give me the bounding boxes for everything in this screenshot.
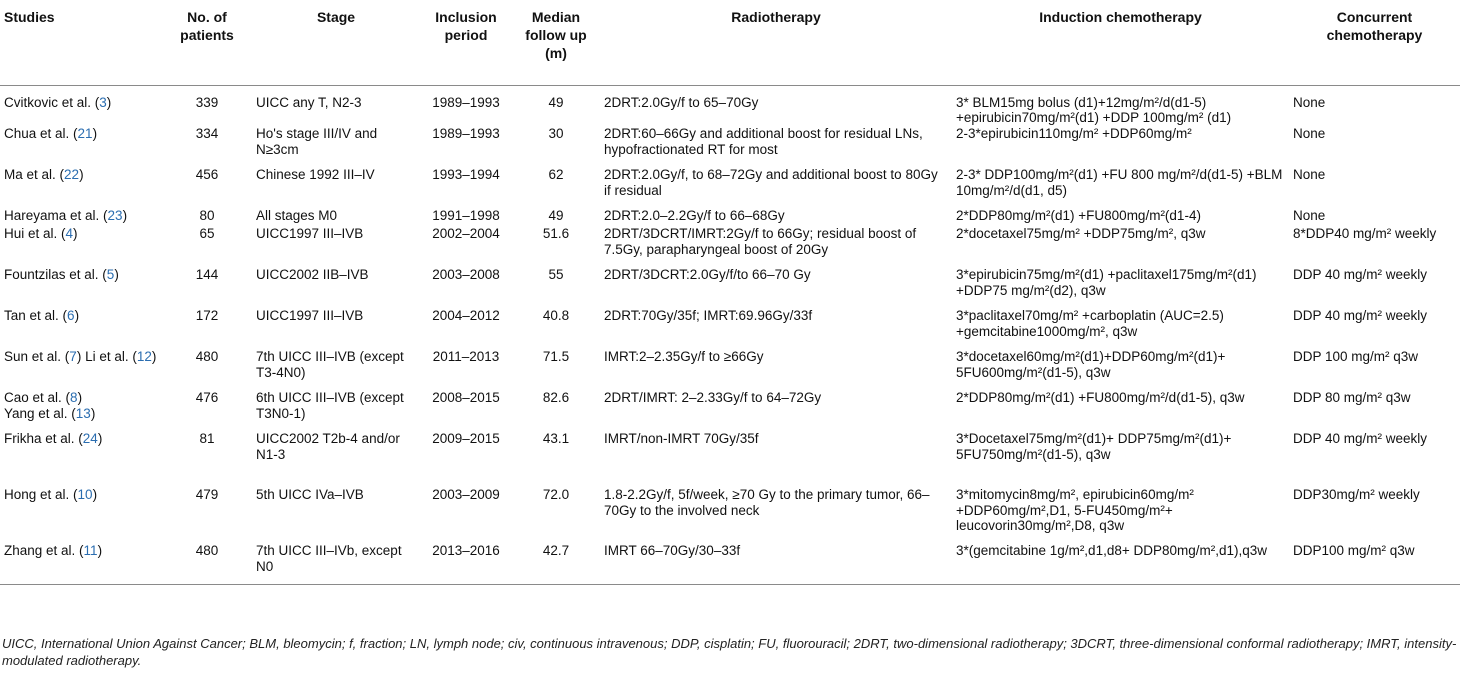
concurrent-text: None — [1293, 94, 1326, 110]
study-citation: 4 — [65, 226, 74, 241]
stage-text: UICC1997 III–IVB — [256, 226, 364, 241]
cell-stage — [252, 208, 420, 226]
inclusion-period: 2009–2015 — [432, 431, 500, 446]
cell-patients — [162, 349, 252, 390]
radiotherapy-text: 2DRT:2.0Gy/f, to 68–72Gy and additional boost to 80Gy if residual — [604, 167, 938, 198]
cell-radiotherapy — [600, 226, 952, 267]
follow-up-months: 82.6 — [542, 390, 570, 405]
cell-concurrent-chemotherapy — [1289, 487, 1460, 543]
cell-concurrent-chemotherapy — [1289, 208, 1460, 226]
concurrent-text: None — [1293, 126, 1326, 141]
inclusion-period: 2003–2008 — [432, 267, 500, 282]
cell-concurrent-chemotherapy — [1289, 126, 1460, 167]
follow-up-months: 51.6 — [542, 226, 570, 241]
cell-concurrent-chemotherapy — [1289, 308, 1460, 349]
study-name: Tan et al. — [4, 308, 59, 323]
induction-text: 3* BLM15mg bolus (d1)+12mg/m²/d(d1-5) +epirubicin70mg/m²(d1) +DDP 100mg/m² (d1) — [956, 94, 1232, 125]
cell-study: Cao et al. (8) Yang et al. (13) — [4, 390, 96, 421]
patient-count: 144 — [195, 267, 219, 282]
induction-text: 3*mitomycin8mg/m², epirubicin60mg/m² +DDP60mg/m²,D1, 5-FU450mg/m²+ leucovorin30mg/m²,D8, q3w — [956, 487, 1194, 533]
cell-concurrent-chemotherapy — [1289, 543, 1460, 584]
concurrent-text: DDP 40 mg/m² weekly — [1293, 431, 1428, 446]
patient-count: 80 — [199, 208, 215, 223]
radiotherapy-text: IMRT:2–2.35Gy/f to ≥66Gy — [604, 349, 764, 364]
cell-follow-up — [512, 349, 600, 390]
header-induction-chemotherapy: Induction chemotherapy — [952, 0, 1289, 85]
concurrent-text: None — [1293, 208, 1326, 223]
induction-text: 3*(gemcitabine 1g/m²,d1,d8+ DDP80mg/m²,d1),q3w — [956, 543, 1268, 558]
induction-text: 3*epirubicin75mg/m²(d1) +paclitaxel175mg/m²(d1) +DDP75 mg/m²(d2), q3w — [956, 267, 1257, 298]
concurrent-text: DDP 100 mg/m² q3w — [1293, 349, 1419, 364]
study-name: Frikha et al. — [4, 431, 75, 446]
inclusion-period: 1993–1994 — [432, 167, 500, 182]
study-citation: 3 — [99, 94, 107, 110]
study-name-secondary: Li et al. — [85, 349, 129, 364]
inclusion-period: 2004–2012 — [432, 308, 500, 323]
inclusion-period: 1989–1993 — [432, 126, 500, 141]
cell-study: Chua et al. (21) — [4, 126, 98, 141]
cell-stage — [252, 543, 420, 584]
concurrent-text: DDP30mg/m² weekly — [1293, 487, 1420, 502]
inclusion-period: 2002–2004 — [432, 226, 500, 241]
cell-follow-up — [512, 208, 600, 226]
patient-count: 476 — [195, 390, 219, 405]
radiotherapy-text: 2DRT:2.0Gy/f to 65–70Gy — [604, 94, 759, 110]
cell-patients — [162, 208, 252, 226]
cell-induction-chemotherapy — [952, 208, 1289, 226]
cell-induction-chemotherapy — [952, 349, 1289, 390]
cell-stage — [252, 126, 420, 167]
cell-inclusion-period — [420, 487, 512, 543]
cell-induction-chemotherapy — [952, 126, 1289, 167]
radiotherapy-text: 2DRT/IMRT: 2–2.33Gy/f to 64–72Gy — [604, 390, 822, 405]
radiotherapy-text: IMRT 66–70Gy/30–33f — [604, 543, 741, 558]
study-name: Fountzilas et al. — [4, 267, 99, 282]
table-row — [0, 431, 1460, 487]
induction-text: 2*docetaxel75mg/m² +DDP75mg/m², q3w — [956, 226, 1206, 241]
cell-induction-chemotherapy — [952, 390, 1289, 431]
header-radiotherapy: Radiotherapy — [600, 0, 952, 85]
cell-stage — [252, 85, 420, 126]
cell-follow-up — [512, 85, 600, 126]
cell-study: Hui et al. (4) — [4, 226, 78, 241]
induction-text: 2-3* DDP100mg/m²(d1) +FU 800 mg/m²/d(d1-5) +BLM 10mg/m²/d(d1, d5) — [956, 167, 1283, 198]
cell-radiotherapy — [600, 487, 952, 543]
radiotherapy-text: 2DRT:60–66Gy and additional boost for residual LNs, hypofractionated RT for most — [604, 126, 923, 157]
concurrent-text: DDP100 mg/m² q3w — [1293, 543, 1415, 558]
cell-patients — [162, 126, 252, 167]
stage-text: UICC2002 IIB–IVB — [256, 267, 369, 282]
stage-text: All stages M0 — [256, 208, 338, 223]
patient-count: 480 — [195, 349, 219, 364]
table-row — [0, 349, 1460, 390]
cell-patients — [162, 543, 252, 584]
table-row — [0, 167, 1460, 208]
study-citation: 24 — [82, 431, 98, 446]
header-concurrent-chemotherapy: Concurrent chemotherapy — [1289, 0, 1460, 85]
cell-radiotherapy — [600, 308, 952, 349]
header-studies: Studies — [0, 0, 162, 85]
table-row — [0, 390, 1460, 431]
inclusion-period: 1989–1993 — [432, 94, 500, 110]
follow-up-months: 72.0 — [542, 487, 570, 502]
study-citation: 6 — [67, 308, 75, 323]
cell-inclusion-period — [420, 349, 512, 390]
stage-text: 5th UICC IVa–IVB — [256, 487, 364, 502]
concurrent-text: DDP 80 mg/m² q3w — [1293, 390, 1411, 405]
stage-text: 7th UICC III–IVb, except N0 — [256, 543, 402, 574]
cell-concurrent-chemotherapy — [1289, 226, 1460, 267]
header-inclusion-period: Inclusion period — [420, 0, 512, 85]
cell-induction-chemotherapy — [952, 226, 1289, 267]
study-name: Sun et al. — [4, 349, 62, 364]
cell-follow-up — [512, 431, 600, 487]
cell-radiotherapy — [600, 431, 952, 487]
cell-radiotherapy — [600, 543, 952, 584]
cell-study: Cvitkovic et al. (3) — [4, 94, 112, 110]
study-citation: 8 — [70, 390, 78, 405]
radiotherapy-text: 2DRT:70Gy/35f; IMRT:69.96Gy/33f — [604, 308, 813, 323]
cell-concurrent-chemotherapy — [1289, 167, 1460, 208]
cell-induction-chemotherapy — [952, 85, 1289, 126]
header-row — [0, 0, 1460, 85]
cell-stage — [252, 226, 420, 267]
table-row — [0, 208, 1460, 226]
cell-patients — [162, 267, 252, 308]
stage-text: 7th UICC III–IVB (except T3-4N0) — [256, 349, 404, 380]
inclusion-period: 2003–2009 — [432, 487, 500, 502]
cell-study: Zhang et al. (11) — [0, 543, 162, 584]
induction-text: 3*paclitaxel70mg/m² +carboplatin (AUC=2.5) +gemcitabine1000mg/m², q3w — [956, 308, 1224, 339]
table-footnote: UICC, International Union Against Cancer; BLM, bleomycin; f, fraction; LN, lymph node; civ, continuous intravenous; DDP, cisplatin; FU, fluorouracil; 2DRT, two-dimensional radiotherapy; 3DCRT, three-dimensional conformal radiotherapy; IMRT, intensity-modulated radiotherapy. — [2, 636, 1457, 668]
cell-stage — [252, 487, 420, 543]
concurrent-text: 8*DDP40 mg/m² weekly — [1293, 226, 1437, 241]
radiotherapy-text: 2DRT/3DCRT/IMRT:2Gy/f to 66Gy; residual boost of 7.5Gy, parapharyngeal boost of 20Gy — [604, 226, 917, 257]
cell-inclusion-period — [420, 543, 512, 584]
cell-follow-up — [512, 390, 600, 431]
table-row — [0, 126, 1460, 167]
cell-patients — [162, 167, 252, 208]
patient-count: 339 — [195, 94, 219, 110]
cell-radiotherapy — [600, 390, 952, 431]
patient-count: 172 — [195, 308, 219, 323]
cell-inclusion-period — [420, 208, 512, 226]
cell-study: Frikha et al. (24) — [4, 431, 103, 446]
table-row — [0, 267, 1460, 308]
induction-text: 3*docetaxel60mg/m²(d1)+DDP60mg/m²(d1)+ 5FU600mg/m²(d1-5), q3w — [956, 349, 1226, 380]
cell-radiotherapy — [600, 208, 952, 226]
study-name: Chua et al. — [4, 126, 70, 141]
study-citation: 10 — [77, 487, 93, 502]
cell-radiotherapy — [600, 126, 952, 167]
patient-count: 81 — [199, 431, 215, 446]
study-citation: 22 — [64, 167, 80, 182]
cell-inclusion-period — [420, 390, 512, 431]
cell-study: Tan et al. (6) — [4, 308, 80, 323]
table-row — [0, 226, 1460, 267]
cell-study: Fountzilas et al. (5) — [4, 267, 119, 282]
cell-inclusion-period — [420, 431, 512, 487]
table-row — [0, 487, 1460, 543]
study-name: Hareyama et al. — [4, 208, 100, 223]
inclusion-period: 2011–2013 — [432, 349, 500, 364]
study-name: Hong et al. — [4, 487, 70, 502]
cell-radiotherapy — [600, 267, 952, 308]
header-median-follow-up: Median follow up (m) — [512, 0, 600, 85]
cell-follow-up — [512, 126, 600, 167]
study-citation: 21 — [77, 126, 93, 141]
follow-up-months: 55 — [548, 267, 564, 282]
cell-inclusion-period — [420, 167, 512, 208]
study-citation-secondary: 12 — [136, 349, 152, 364]
cell-study: Hong et al. (10) — [4, 487, 98, 502]
study-citation: 11 — [83, 543, 98, 558]
study-name: Ma et al. — [4, 167, 56, 182]
stage-text: Ho's stage III/IV and N≥3cm — [256, 126, 378, 157]
cell-radiotherapy — [600, 85, 952, 126]
patient-count: 480 — [195, 543, 219, 558]
concurrent-text: DDP 40 mg/m² weekly — [1293, 308, 1428, 323]
cell-inclusion-period — [420, 126, 512, 167]
table-body — [0, 85, 1460, 584]
cell-stage — [252, 308, 420, 349]
cell-follow-up — [512, 226, 600, 267]
study-citation: 23 — [107, 208, 123, 223]
cell-stage — [252, 267, 420, 308]
cell-induction-chemotherapy — [952, 431, 1289, 487]
study-citation: 7 — [69, 349, 77, 364]
stage-text: 6th UICC III–IVB (except T3N0-1) — [256, 390, 404, 421]
cell-stage — [252, 349, 420, 390]
cell-concurrent-chemotherapy — [1289, 349, 1460, 390]
cell-induction-chemotherapy — [952, 267, 1289, 308]
follow-up-months: 42.7 — [542, 543, 570, 558]
follow-up-months: 49 — [548, 208, 564, 223]
cell-study: Sun et al. (7) Li et al. (12) — [4, 349, 157, 364]
cell-patients — [162, 431, 252, 487]
patient-count: 65 — [199, 226, 215, 241]
follow-up-months: 43.1 — [542, 431, 570, 446]
follow-up-months: 62 — [548, 167, 564, 182]
radiotherapy-text: 1.8-2.2Gy/f, 5f/week, ≥70 Gy to the primary tumor, 66–70Gy to the involved neck — [604, 487, 930, 518]
cell-inclusion-period — [420, 85, 512, 126]
cell-inclusion-period — [420, 226, 512, 267]
table-row — [0, 308, 1460, 349]
cell-induction-chemotherapy — [952, 543, 1289, 584]
cell-patients — [162, 390, 252, 431]
cell-induction-chemotherapy — [952, 167, 1289, 208]
follow-up-months: 49 — [548, 94, 564, 110]
induction-text: 2*DDP80mg/m²(d1) +FU800mg/m²(d1-4) — [956, 208, 1201, 223]
cell-patients — [162, 85, 252, 126]
cell-study: Hareyama et al. (23) — [4, 208, 128, 223]
stage-text: UICC any T, N2-3 — [256, 94, 362, 110]
cell-follow-up — [512, 543, 600, 584]
cell-patients — [162, 308, 252, 349]
induction-text: 2*DDP80mg/m²(d1) +FU800mg/m²/d(d1-5), q3w — [956, 390, 1245, 405]
radiotherapy-text: 2DRT/3DCRT:2.0Gy/f/to 66–70 Gy — [604, 267, 811, 282]
study-name: Cao et al. — [4, 390, 62, 405]
cell-concurrent-chemotherapy — [1289, 85, 1460, 126]
induction-text: 3*Docetaxel75mg/m²(d1)+ DDP75mg/m²(d1)+ 5FU750mg/m²(d1-5), q3w — [956, 431, 1232, 462]
radiotherapy-text: IMRT/non-IMRT 70Gy/35f — [604, 431, 759, 446]
cell-follow-up — [512, 308, 600, 349]
cell-induction-chemotherapy — [952, 308, 1289, 349]
stage-text: UICC1997 III–IVB — [256, 308, 364, 323]
cell-concurrent-chemotherapy — [1289, 431, 1460, 487]
cell-study: Ma et al. (22) — [4, 167, 84, 182]
stage-text: Chinese 1992 III–IV — [256, 167, 375, 182]
cell-follow-up — [512, 267, 600, 308]
cell-stage — [252, 167, 420, 208]
inclusion-period: 2008–2015 — [432, 390, 500, 405]
study-name: Hui et al. — [4, 226, 58, 241]
cell-stage — [252, 390, 420, 431]
study-citation: 5 — [106, 267, 115, 282]
cell-inclusion-period — [420, 267, 512, 308]
cell-inclusion-period — [420, 308, 512, 349]
study-name: Cvitkovic et al. — [4, 94, 92, 110]
cell-follow-up — [512, 487, 600, 543]
study-name: Zhang et al. — [4, 543, 76, 558]
follow-up-months: 30 — [548, 126, 564, 141]
follow-up-months: 71.5 — [542, 349, 570, 364]
concurrent-text: DDP 40 mg/m² weekly — [1293, 267, 1428, 282]
header-stage: Stage — [252, 0, 420, 85]
study-citation-secondary: 13 — [75, 405, 91, 421]
patient-count: 334 — [195, 126, 219, 141]
study-name-secondary: Yang et al. — [4, 405, 68, 421]
cell-patients — [162, 226, 252, 267]
table-row — [0, 543, 1460, 584]
patient-count: 456 — [195, 167, 219, 182]
header-patients: No. of patients — [162, 0, 252, 85]
radiotherapy-text: 2DRT:2.0–2.2Gy/f to 66–68Gy — [604, 208, 785, 223]
cell-concurrent-chemotherapy — [1289, 267, 1460, 308]
induction-text: 2-3*epirubicin110mg/m² +DDP60mg/m² — [956, 126, 1192, 141]
cell-follow-up — [512, 167, 600, 208]
inclusion-period: 1991–1998 — [432, 208, 500, 223]
table-row — [0, 85, 1460, 126]
cell-radiotherapy — [600, 167, 952, 208]
concurrent-text: None — [1293, 167, 1326, 182]
cell-concurrent-chemotherapy — [1289, 390, 1460, 431]
cell-radiotherapy — [600, 349, 952, 390]
stage-text: UICC2002 T2b-4 and/or N1-3 — [256, 431, 400, 462]
cell-stage — [252, 431, 420, 487]
cell-induction-chemotherapy — [952, 487, 1289, 543]
cell-patients — [162, 487, 252, 543]
follow-up-months: 40.8 — [542, 308, 570, 323]
inclusion-period: 2013–2016 — [432, 543, 500, 558]
patient-count: 479 — [195, 487, 219, 502]
